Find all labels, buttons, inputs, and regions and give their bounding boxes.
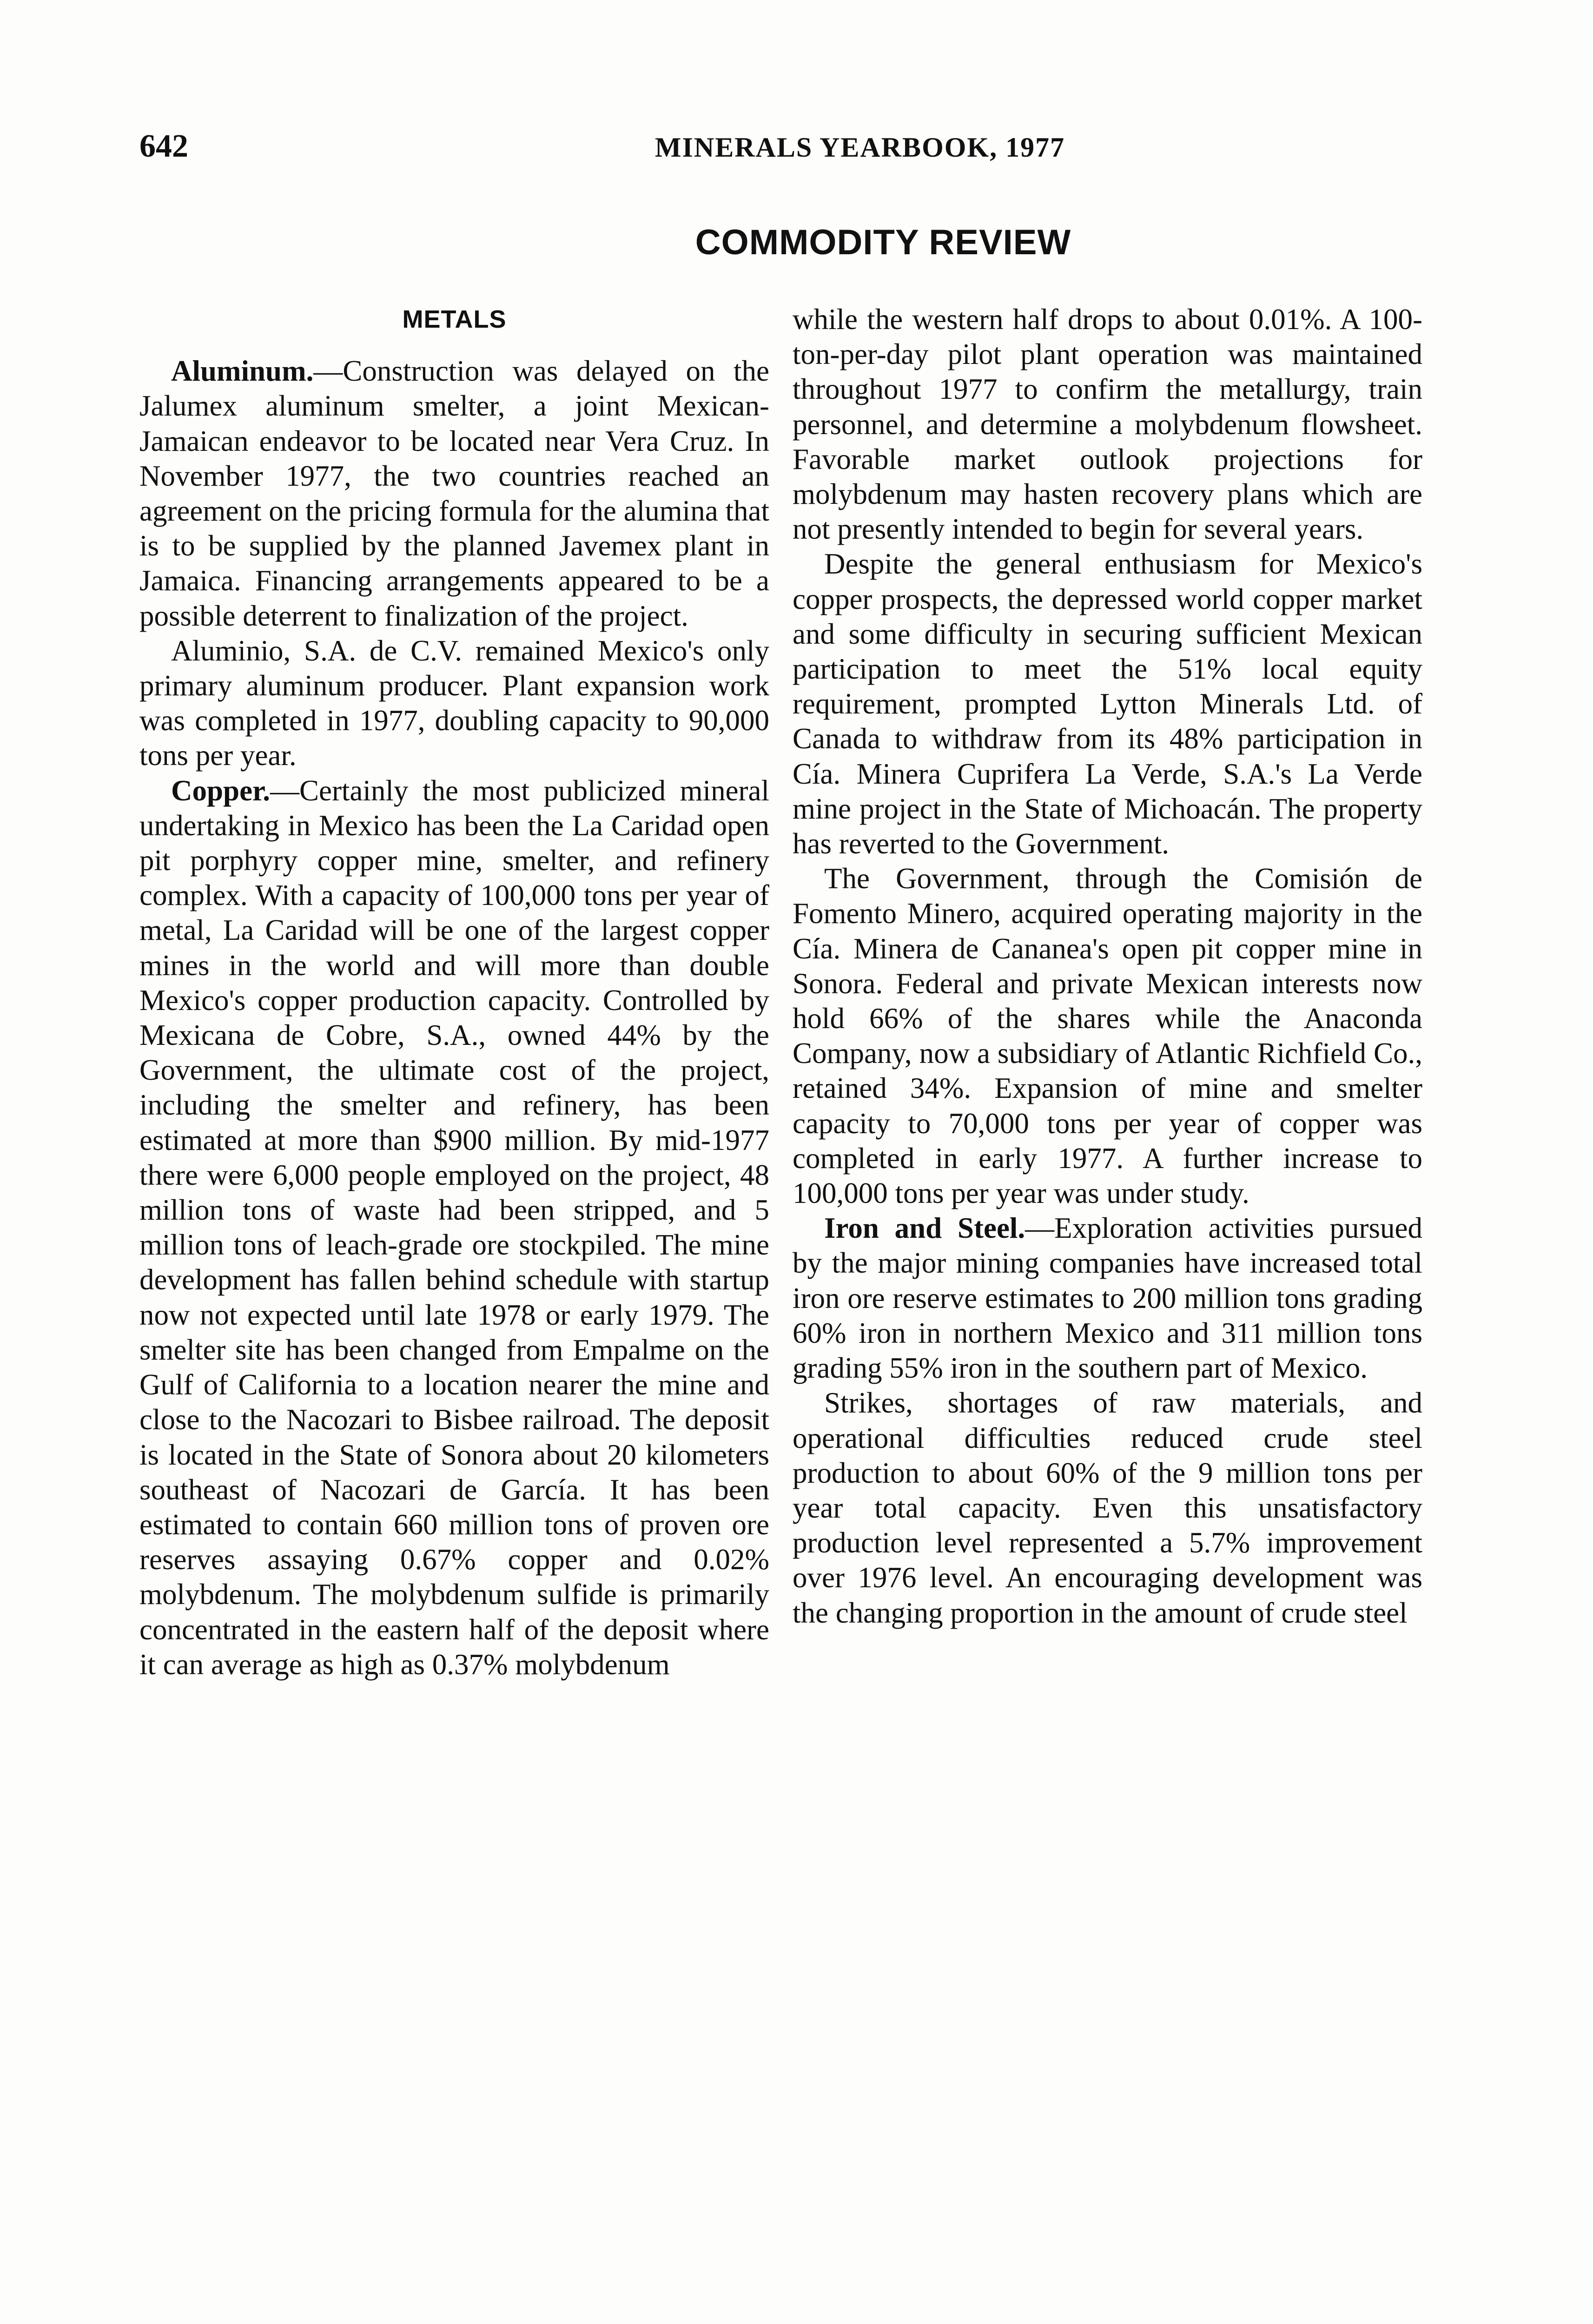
left-column <box>139 302 769 1682</box>
paragraph-aluminio: Aluminio, S.A. de C.V. remained Mexico's only primary aluminum producer. Plant expansion work was completed in 1977, doubling capacity to 90,000 tons per year. <box>139 634 769 772</box>
lead-copper: Copper. <box>171 774 270 807</box>
page-header <box>139 128 1446 174</box>
lead-iron-steel: Iron and Steel. <box>824 1212 1025 1245</box>
page-number: 642 <box>139 128 188 164</box>
paragraph-cananea: The Government, through the Comisión de Fomento Minero, acquired operating majority in the Cía. Minera de Cananea's open pit copper mine in Sonora. Federal and private Mexican interests now hold 66% of the shares while the Anaconda Company, now a subsidiary of Atlantic Richfield Co., retained 34%. Expansion of mine and smelter capacity to 70,000 tons per year of copper was completed in early 1977. A further increase to 100,000 tons per year was under study. <box>793 862 1422 1210</box>
right-column <box>793 302 1422 1631</box>
paragraph-aluminum <box>139 354 769 634</box>
running-title: MINERALS YEARBOOK, 1977 <box>654 132 1065 163</box>
paragraph-iron-steel <box>793 1211 1422 1386</box>
paragraph-copper-prospects: Despite the general enthusiasm for Mexico's copper prospects, the depressed world copper market and some difficulty in securing sufficient Mexican participation to meet the 51% local equity requirement, prompted Lytton Minerals Ltd. of Canada to withdraw from its 48% participation in Cía. Minera Cuprifera La Verde, S.A.'s La Verde mine project in the State of Michoacán. The property has reverted to the Government. <box>793 548 1422 860</box>
text-iron-steel: —Exploration activities pursued by the major mining companies have increased total iron ore reserve estimates to 200 million tons grading 60% iron in northern Mexico and 311 million tons grading 55% iron in the southern part of Mexico. <box>793 1212 1422 1385</box>
paragraph-molybdenum-continued: while the western half drops to about 0.01%. A 100-ton-per-day pilot plant operation was maintained throughout 1977 to confirm the metallurgy, train personnel, and determine a molybdenum flowsheet. Favorable market outlook projections for molybdenum may hasten recovery plans which are not presently intended to begin for several years. <box>793 303 1422 546</box>
text-aluminum: —Construction was delayed on the Jalumex aluminum smelter, a joint Mexican-Jamaican endeavor to be located near Vera Cruz. In November 1977, the two countries reached an agreement on the pricing formula for the alumina that is to be supplied by the planned Javemex plant in Jamaica. Financing arrangements appeared to be a possible deterrent to finalization of the project. <box>139 355 769 632</box>
text-copper: —Certainly the most publicized mineral undertaking in Mexico has been the La Caridad open pit porphyry copper mine, smelter, and refinery complex. With a capacity of 100,000 tons per year of metal, La Caridad will be one of the largest copper mines in the world and will more than double Mexico's copper production capacity. Controlled by Mexicana de Cobre, S.A., owned 44% by the Government, the ultimate cost of the project, including the smelter and refinery, has been estimated at more than $900 million. By mid-1977 there were 6,000 people employed on the project, 48 million tons of waste had been stripped, and 5 million tons of leach-grade ore stockpiled. The mine development has fallen behind schedule with startup now not expected until late 1978 or early 1979. The smelter site has been changed from Empalme on the Gulf of California to a location nearer the mine and close to the Nacozari to Bisbee railroad. The deposit is located in the State of Sonora about 20 kilometers southeast of Nacozari de García. It has been estimated to contain 660 million tons of proven ore reserves assaying 0.67% copper and 0.02% molybdenum. The molybdenum sulfide is primarily concentrated in the eastern half of the deposit where it can average as high as 0.37% molybdenum <box>139 774 769 1681</box>
paragraph-strikes: Strikes, shortages of raw materials, and operational difficulties reduced crude steel production to about 60% of the 9 million tons per year total capacity. Even this unsatisfactory production level represented a 5.7% improvement over 1976 level. An encouraging development was the changing proportion in the amount of crude steel <box>793 1386 1422 1629</box>
section-title: COMMODITY REVIEW <box>695 223 1071 262</box>
lead-aluminum: Aluminum. <box>171 355 314 388</box>
paragraph-copper <box>139 773 769 1682</box>
metals-subheading: METALS <box>402 305 507 333</box>
